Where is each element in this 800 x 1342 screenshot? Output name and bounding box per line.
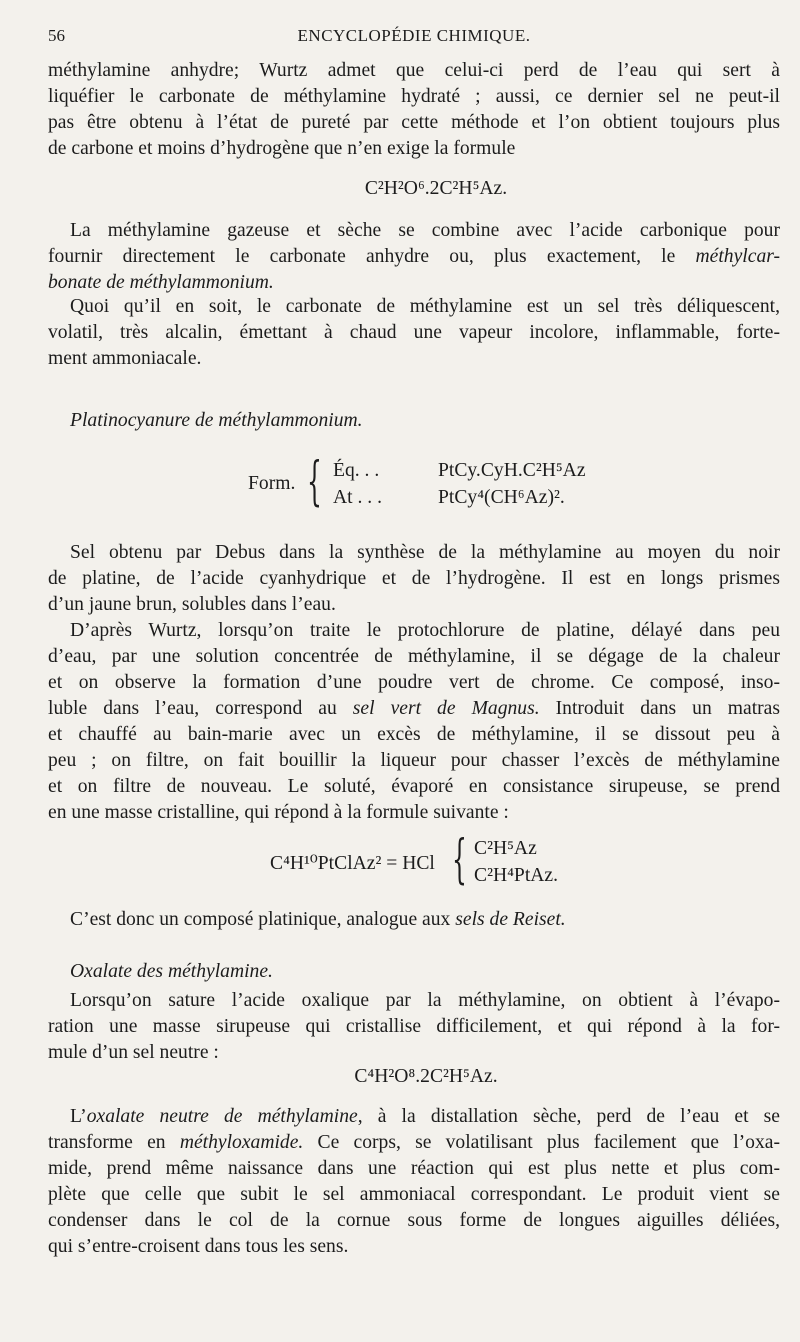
formula-block-chloroplatinate — [0, 832, 800, 894]
text-line: Sel obtenu par Debus dans la synthèse de la méthylamine au moyen du noir — [70, 542, 780, 563]
paragraph-8 — [48, 1104, 780, 1260]
text-line: Quoi qu’il en soit, le carbonate de méthylamine est un sel très déliquescent, — [70, 296, 780, 317]
page-header — [48, 26, 780, 50]
formula-block-platinocyanure — [0, 452, 800, 516]
text-line: en une masse cristalline, qui répond à la formule suivante : — [48, 802, 509, 823]
text-line: d’eau, par une solution concentrée de méthylamine, il se dégage de la chaleur — [48, 646, 780, 667]
brace-icon: { — [307, 452, 322, 512]
eq-label: Éq. . . — [333, 460, 380, 481]
text-line: de carbone et moins d’hydrogène que n’en exige la formule — [48, 138, 516, 159]
eq-formula: PtCy.CyH.C²H⁵Az — [438, 460, 586, 481]
brace-icon: { — [452, 830, 467, 890]
at-label: At . . . — [333, 487, 382, 508]
formula-oxalate: C⁴H²O⁸.2C²H⁵Az. — [354, 1066, 498, 1087]
formula-carbonate: C²H²O⁶.2C²H⁵Az. — [364, 178, 508, 199]
text-line: méthylamine anhydre; Wurtz admet que celui-ci perd de l’eau qui sert à — [48, 60, 780, 81]
paragraph-3 — [48, 294, 780, 372]
formula-bottom: C²H⁴PtAz. — [474, 865, 559, 886]
text-line: fournir directement le carbonate anhydre ou, plus exactement, le méthylcar- — [48, 246, 780, 267]
text-line: condenser dans le col de la cornue sous forme de longues aiguilles déliées, — [48, 1210, 780, 1231]
formula-top: C²H⁵Az — [474, 838, 537, 859]
section-heading-oxalate: Oxalate des méthylamine. — [70, 961, 273, 982]
text-line: et on filtre de nouveau. Le soluté, évaporé en consistance sirupeuse, se prend — [48, 776, 780, 797]
formula-left: C⁴H¹⁰PtClAz² = HCl — [270, 853, 435, 874]
text-line: ment ammoniacale. — [48, 348, 202, 369]
paragraph-7 — [48, 988, 780, 1066]
form-label: Form. — [248, 473, 296, 494]
text-line: D’après Wurtz, lorsqu’on traite le protochlorure de platine, délayé dans peu — [70, 620, 780, 641]
text-line: bonate de méthylammonium. — [48, 272, 274, 293]
paragraph-1 — [48, 58, 780, 162]
text-line: ration une masse sirupeuse qui cristallise difficilement, et qui répond à la for- — [48, 1016, 780, 1037]
text-line: luble dans l’eau, correspond au sel vert de Magnus. Introduit dans un matras — [48, 698, 780, 719]
text-line: peu ; on filtre, on fait bouillir la liqueur pour chasser l’excès de méthylamine — [48, 750, 780, 771]
text-line: de platine, de l’acide cyanhydrique et de l’hydrogène. Il est en longs prismes — [48, 568, 780, 589]
text-line: Lorsqu’on sature l’acide oxalique par la méthylamine, on obtient à l’évapo- — [70, 990, 780, 1011]
text-line: et chauffé au bain-marie avec un excès de méthylamine, il se dissout peu à — [48, 724, 780, 745]
page-number: 56 — [48, 26, 65, 45]
paragraph-4 — [48, 540, 780, 618]
at-formula: PtCy⁴(CH⁶Az)². — [438, 487, 565, 508]
text-line: d’un jaune brun, solubles dans l’eau. — [48, 594, 336, 615]
section-heading-platinocyanure: Platinocyanure de méthylammonium. — [70, 410, 363, 431]
text-line: La méthylamine gazeuse et sèche se combine avec l’acide carbonique pour — [70, 220, 780, 241]
text-line: qui s’entre-croisent dans tous les sens. — [48, 1236, 349, 1257]
text-line: pas être obtenu à l’état de pureté par cette méthode et l’on obtient toujours plus — [48, 112, 780, 133]
text-line: L’oxalate neutre de méthylamine, à la distallation sèche, perd de l’eau et se — [70, 1106, 780, 1127]
text-line: mule d’un sel neutre : — [48, 1042, 219, 1063]
running-title: ENCYCLOPÉDIE CHIMIQUE. — [297, 26, 531, 45]
text-line: C’est donc un composé platinique, analogue aux sels de Reiset. — [70, 909, 566, 930]
paragraph-6 — [48, 907, 780, 933]
text-line: plète que celle que subit le sel ammoniacal correspondant. Le produit vient se — [48, 1184, 780, 1205]
text-line: liquéfier le carbonate de méthylamine hydraté ; aussi, ce dernier sel ne peut-il — [48, 86, 780, 107]
text-line: volatil, très alcalin, émettant à chaud une vapeur incolore, inflammable, forte- — [48, 322, 780, 343]
paragraph-2 — [48, 218, 780, 296]
text-line: transforme en méthyloxamide. Ce corps, se volatilisant plus facilement que l’oxa- — [48, 1132, 780, 1153]
paragraph-5 — [48, 618, 780, 826]
text-line: mide, prend même naissance dans une réaction qui est plus nette et plus com- — [48, 1158, 780, 1179]
text-line: et on observe la formation d’une poudre vert de chrome. Ce composé, inso- — [48, 672, 780, 693]
